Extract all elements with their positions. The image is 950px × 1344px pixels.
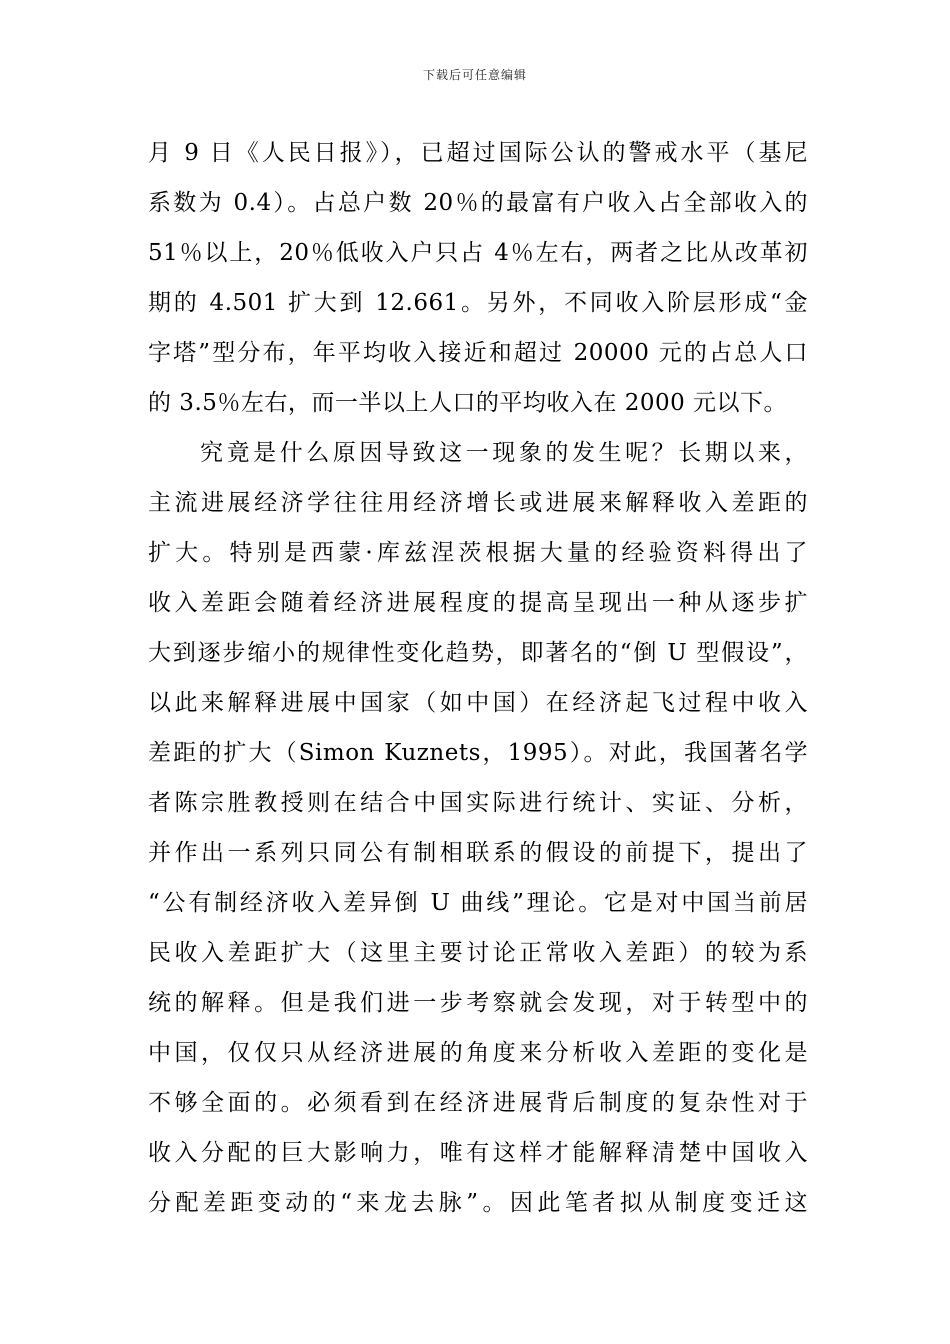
text-line: 中国，仅仅只从经济进展的角度来分析收入差距的变化是	[148, 1040, 808, 1066]
document-body	[148, 128, 808, 1228]
text-line: 究竟是什么原因导致这一现象的发生呢？长期以来，	[200, 440, 808, 466]
text-line: 的 3.5％左右，而一半以上人口的平均收入在 2000 元以下。	[148, 390, 788, 416]
text-line: 民收入差距扩大（这里主要讨论正常收入差距）的较为系	[148, 940, 808, 966]
text-line: 分配差距变动的“来龙去脉”。因此笔者拟从制度变迁这	[148, 1190, 808, 1216]
text-line: 主流进展经济学往往用经济增长或进展来解释收入差距的	[148, 490, 808, 516]
text-line: 差距的扩大（Simon Kuznets，1995）。对此，我国著名学	[148, 740, 808, 766]
paragraph-1	[148, 128, 808, 428]
text-line: 系数为 0.4）。占总户数 20％的最富有户收入占全部收入的	[148, 190, 808, 216]
text-line: 以此来解释进展中国家（如中国）在经济起飞过程中收入	[148, 690, 808, 716]
text-line: 扩大。特别是西蒙·库兹涅茨根据大量的经验资料得出了	[148, 540, 808, 566]
text-line: 并作出一系列只同公有制相联系的假设的前提下，提出了	[148, 840, 808, 866]
text-line: 月 9 日《人民日报》），已超过国际公认的警戒水平（基尼	[148, 140, 808, 166]
text-line: 字塔”型分布，年平均收入接近和超过 20000 元的占总人口	[148, 340, 808, 366]
text-line: 收入分配的巨大影响力，唯有这样才能解释清楚中国收入	[148, 1140, 808, 1166]
text-line: 收入差距会随着经济进展程度的提高呈现出一种从逐步扩	[148, 590, 808, 616]
text-line: 大到逐步缩小的规律性变化趋势，即著名的“倒 U 型假设”，	[148, 640, 808, 666]
text-line: 统的解释。但是我们进一步考察就会发现，对于转型中的	[148, 990, 808, 1016]
text-line: “公有制经济收入差异倒 U 曲线”理论。它是对中国当前居	[148, 890, 808, 916]
text-line: 51％以上，20％低收入户只占 4％左右，两者之比从改革初	[148, 240, 808, 266]
text-line: 期的 4.501 扩大到 12.661。另外，不同收入阶层形成“金	[148, 290, 808, 316]
page-header: 下载后可任意编辑	[422, 68, 527, 82]
paragraph-2	[148, 428, 808, 1228]
text-line: 者陈宗胜教授则在结合中国实际进行统计、实证、分析，	[148, 790, 808, 816]
text-line: 不够全面的。必须看到在经济进展背后制度的复杂性对于	[148, 1090, 808, 1116]
